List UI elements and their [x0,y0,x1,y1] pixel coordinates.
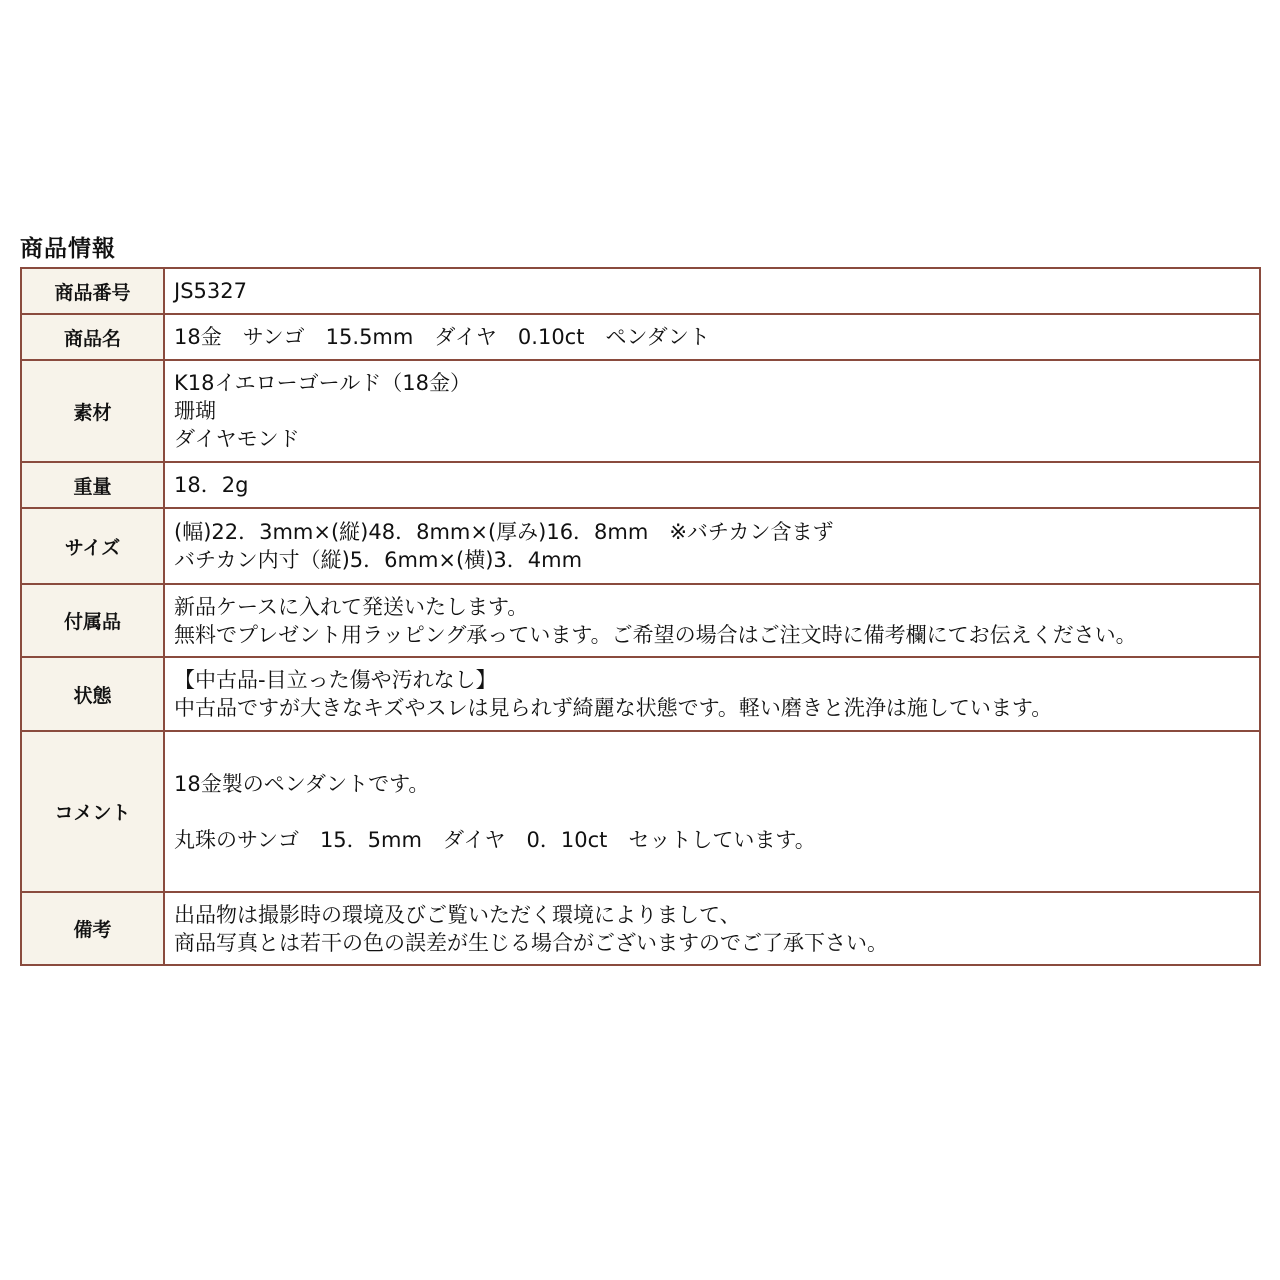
value-notes [164,892,1260,965]
value-weight [164,462,1260,508]
material-line-1: K18イエローゴールド（18金） [174,371,471,395]
label-accessories: 付属品 [21,584,164,657]
row-material [21,360,1260,462]
product-info-table [20,267,1261,966]
size-line-2: バチカン内寸（縦)5．6mm×(横)3．4mm [174,548,583,572]
label-product-name: 商品名 [21,314,164,360]
comment-line-2: 丸珠のサンゴ 15．5mm ダイヤ 0．10ct セットしています。 [174,827,816,852]
row-weight [21,462,1260,508]
notes-line-2: 商品写真とは若干の色の誤差が生じる場合がございますのでご了承下さい。 [174,930,888,955]
comment-spacer [174,798,1253,826]
comment-line-1: 18金製のペンダントです。 [174,771,430,796]
material-line-3: ダイヤモンド [174,427,300,451]
weight-line: 18．2g [174,473,249,497]
notes-line-1: 出品物は撮影時の環境及びご覧いただく環境によりまして、 [174,902,741,927]
section-title: 商品情報 [20,236,116,262]
row-size [21,508,1260,584]
material-line-2: 珊瑚 [174,399,216,423]
label-weight: 重量 [21,462,164,508]
row-comment [21,731,1260,892]
product-number-line: JS5327 [174,279,247,303]
value-product-name [164,314,1260,360]
value-comment [164,731,1260,892]
row-condition [21,657,1260,731]
value-size [164,508,1260,584]
accessories-line-2: 無料でプレゼント用ラッピング承っています。ご希望の場合はご注文時に備考欄にてお伝えください。 [174,622,1137,647]
condition-line-2: 中古品ですが大きなキズやスレは見られず綺麗な状態です。軽い磨きと洗浄は施しています。 [174,696,1053,720]
label-comment: コメント [21,731,164,892]
label-material: 素材 [21,360,164,462]
row-notes [21,892,1260,965]
size-line-1: (幅)22．3mm×(縦)48．8mm×(厚み)16．8mm ※バチカン含まず [174,520,834,544]
accessories-line-1: 新品ケースに入れて発送いたします。 [174,594,529,619]
row-product-number [21,268,1260,314]
label-size: サイズ [21,508,164,584]
condition-line-1: 【中古品-目立った傷や汚れなし】 [174,668,497,692]
label-notes: 備考 [21,892,164,965]
row-accessories [21,584,1260,657]
row-product-name [21,314,1260,360]
value-condition [164,657,1260,731]
value-material [164,360,1260,462]
product-name-line: 18金 サンゴ 15.5mm ダイヤ 0.10ct ペンダント [174,325,710,349]
value-accessories [164,584,1260,657]
value-product-number [164,268,1260,314]
label-product-number: 商品番号 [21,268,164,314]
label-condition: 状態 [21,657,164,731]
